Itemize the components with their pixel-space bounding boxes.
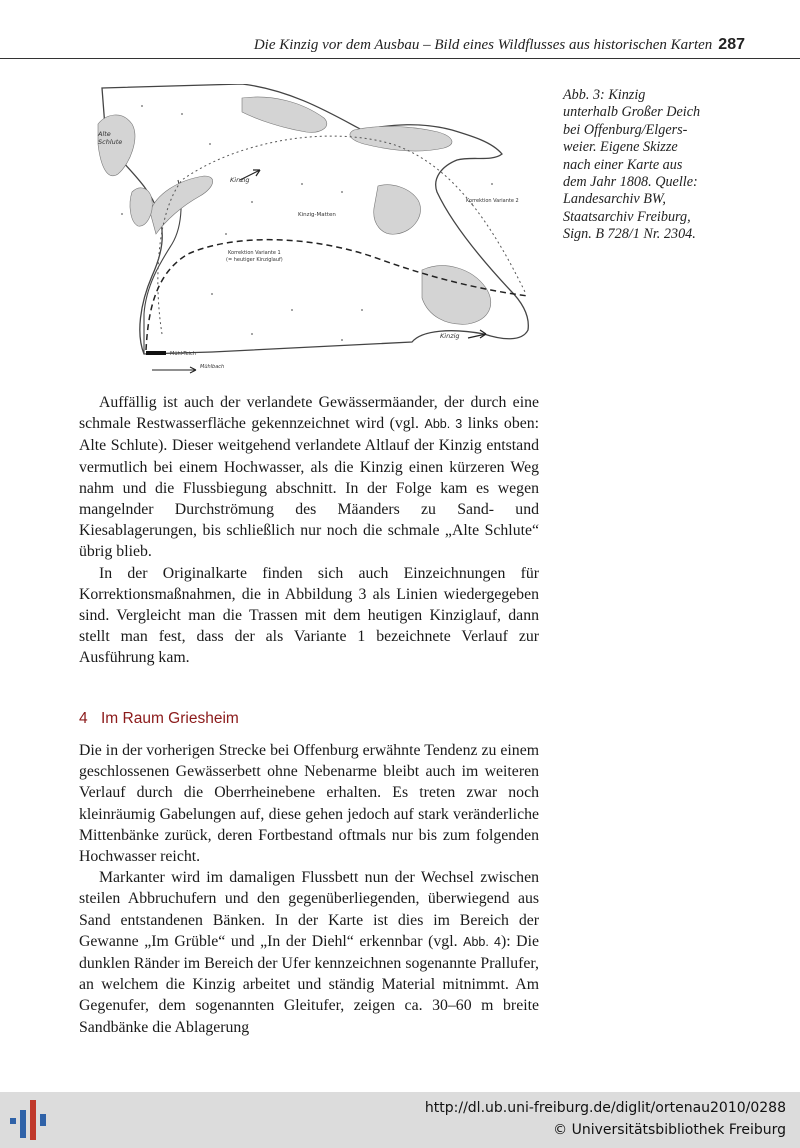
map-sketch (92, 84, 536, 374)
library-logo-icon (10, 1098, 50, 1142)
label-korrektion-1-note: (= heutiger Kinziglauf) (226, 257, 283, 263)
label-muehl-teich: Mühl-Teich (170, 351, 196, 357)
label-korrektion-1: Korrektion Variante 1 (228, 250, 281, 256)
caption-line: nach einer Karte aus (563, 156, 683, 173)
label-korrektion-2: Korrektion Variante 2 (466, 198, 519, 204)
figure-reference: Abb. 3 (424, 417, 463, 432)
label-alte-schlute-2: Schlute (98, 138, 123, 146)
caption-line: weier. Eigene Skizze (563, 139, 678, 156)
body-text-lower (79, 740, 539, 1038)
map-figure (92, 84, 536, 374)
caption-line: dem Jahr 1808. Quelle: (563, 174, 698, 191)
page-number: 287 (718, 36, 745, 53)
label-kinzig-matten: Kinzig-Matten (298, 212, 336, 218)
running-title: Die Kinzig vor dem Ausbau – Bild eines Wildflusses aus historischen Karten (253, 37, 713, 53)
caption-line: bei Offenburg/Elgers- (563, 121, 688, 138)
caption-line: Landesarchiv BW, (563, 191, 666, 208)
caption-line: Staatsarchiv Freiburg, (563, 208, 691, 225)
paragraph-1: Auffällig ist auch der verlandete Gewässermäander, der durch eine schmale Restwasserfläche gekennzeichnet wird (vgl. Abb. 3 links oben: Alte Schlute). Dieser weitgehend verlandete Altlauf der Kinzig entstand vermutlich bei einem Hochwasser, als die Kinzig einen kürzeren Weg nahm und die Flussbiegung abschnitt. In der Folge kam es wegen mangelnder Durchströmung des Mäanders zu Sand- und Kiesablagerungen, bis schließlich nur noch die schmale „Alte Schlute“ übrig blieb. (79, 394, 540, 561)
paragraph-4: Markanter wird im damaligen Flussbett nun der Wechsel zwischen steilen Abbruchufern und den gegenüberliegenden, überwiegend aus Sand entstandenen Bänken. In der Karte ist dies im Bereich der Gewanne „Im Grüble“ und „In der Diehl“ erkennbar (vgl. Abb. 4): Die dunklen Ränder im Bereich der Ufer kennzeichnen sogenannte Prallufer, an welchem die Kinzig arbeitet und ständig Material mitnimmt. Am Gegenufer, dem sogenannten Gleitufer, zeigen ca. 30–60 m breite Sandbänke die Ablagerung (79, 869, 539, 1036)
footer-url-link[interactable]: http://dl.ub.uni-freiburg.de/diglit/ortenau2010/0288 (424, 1100, 786, 1116)
paragraph-2: In der Originalkarte finden sich auch Einzeichnungen für Korrektionsmaßnahmen, die in Abbildung 3 als Linien wiedergegeben sind. Vergleicht man die Trassen mit dem heutigen Kinziglauf, dann stellt man fest, dass der als Variante 1 bezeichnete Verlauf zur Ausführung kam. (79, 564, 539, 667)
paragraph-3: Die in der vorherigen Strecke bei Offenburg erwähnte Tendenz zu einem geschlossenen Gewässerbett ohne Nebenarme bleibt auch im weiteren Verlauf durch die Oberrheinebene erhalten. Es treten zwar noch kleinräumig Gabelungen auf, diese gehen jedoch auf stark veränderliche Mittenbänke zurück, deren Fortbestand oftmals nur bis zum folgenden Hochwasser reicht. (79, 742, 539, 866)
header-rule (0, 58, 800, 59)
body-text-upper (79, 392, 539, 669)
label-muehlbach: Mühlbach (200, 364, 225, 370)
label-alte-schlute: Alte (98, 130, 111, 138)
caption-line: unterhalb Großer Deich (563, 104, 701, 121)
footer-copyright: © Universitätsbibliothek Freiburg (553, 1122, 786, 1138)
label-kinzig-top: Kinzig (230, 176, 250, 184)
section-number: 4 (79, 710, 88, 727)
figure-reference: Abb. 4 (463, 934, 501, 949)
figure-caption (563, 87, 748, 244)
running-head (0, 36, 745, 58)
caption-line: Sign. B 728/1 Nr. 2304. (563, 226, 696, 243)
section-title: Im Raum Griesheim (101, 710, 239, 727)
caption-line: Abb. 3: Kinzig (563, 87, 646, 103)
section-heading (79, 710, 539, 728)
label-kinzig-bottom: Kinzig (440, 332, 460, 340)
footer-bar (0, 1092, 800, 1148)
muehl-teich-weir (146, 351, 166, 355)
